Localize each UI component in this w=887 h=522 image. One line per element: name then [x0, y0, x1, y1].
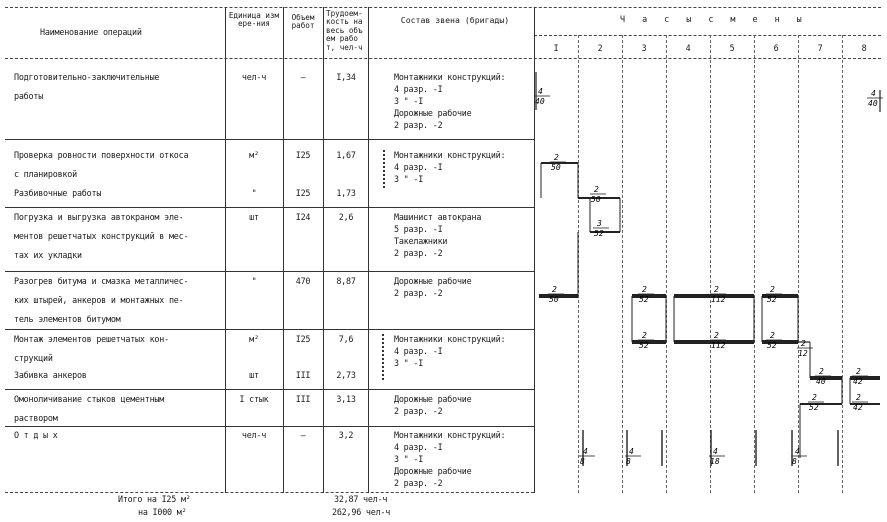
schedule-label-num: 2: [714, 285, 719, 294]
schedule-label-den: 12: [798, 349, 808, 358]
schedule-bar: [632, 340, 666, 344]
row-3-labor: 1,73: [336, 188, 356, 198]
schedule-label-num: 2: [856, 367, 861, 376]
row-2-crew-line: 4 разр. -I: [394, 162, 443, 172]
total-value-1: 32,87 чел-ч: [334, 494, 388, 504]
schedule-label-den: 50: [549, 295, 559, 304]
schedule-label-den: 42: [853, 377, 863, 386]
row-6-operation-line: Монтаж элементов решетчатых кон-: [14, 334, 169, 344]
schedule-bar: [810, 376, 842, 380]
schedule-bar: [800, 403, 842, 405]
row-2-crew-line: Монтажники конструкций:: [394, 150, 506, 160]
row-1-crew-line: Дорожные рабочие: [394, 108, 472, 118]
header-hours-title: Ч а с ы с м е н ы: [620, 14, 808, 24]
schedule-label-num: 2: [770, 285, 775, 294]
row-4-operation-line: Погрузка и выгрузка автокраном эле-: [14, 212, 184, 222]
row-2-crew-line: 3 " -I: [394, 174, 424, 184]
row-4-volume: I24: [295, 212, 311, 222]
schedule-label-den: 112: [711, 341, 726, 350]
header-unit: Единица измере-ния: [228, 11, 280, 29]
header-labor: Трудоем-кость на весь объем работ, чел-ч: [326, 9, 363, 52]
row-5-labor: 8,87: [336, 276, 356, 286]
schedule-label-den: 52: [594, 229, 604, 238]
schedule-label-num: 2: [770, 331, 775, 340]
row-9-crew-line: 2 разр. -2: [394, 478, 443, 488]
schedule-label-num: 2: [552, 285, 557, 294]
schedule-label-den: 52: [767, 295, 777, 304]
schedule-label-num: 2: [642, 331, 647, 340]
total-label-2: на I000 м²: [138, 507, 187, 517]
hour-3-header: 3: [641, 43, 647, 53]
row-4-operation-line: тах их укладки: [14, 250, 82, 260]
row-5-operation-line: тель элементов битумом: [14, 314, 121, 324]
total-value-2: 262,96 чел-ч: [332, 507, 391, 517]
row-9-labor: 3,2: [338, 430, 354, 440]
row-2-labor: 1,67: [336, 150, 356, 160]
row-4-unit: шт: [249, 212, 259, 222]
schedule-bar: [632, 294, 666, 298]
row-2-volume: I25: [295, 150, 311, 160]
row-6-labor: 7,6: [338, 334, 354, 344]
row-1-labor: I,34: [336, 72, 356, 82]
schedule-label-num: 2: [819, 367, 824, 376]
row-1-crew-line: 4 разр. -I: [394, 84, 443, 94]
schedule-label-num: 4: [583, 447, 588, 456]
row-4-crew-line: Машинист автокрана: [394, 212, 482, 222]
row-6-volume: I25: [295, 334, 311, 344]
row-2-operation-line: Проверка ровности поверхности откоса: [14, 150, 189, 160]
schedule-label-den: 52: [767, 341, 777, 350]
schedule-label-num: 2: [554, 153, 559, 162]
row-8-unit: I стык: [239, 394, 269, 404]
hour-5-header: 5: [729, 43, 735, 53]
row-7-unit: шт: [249, 370, 259, 380]
row-9-crew-line: Монтажники конструкций:: [394, 430, 506, 440]
row-9-volume: –: [300, 430, 306, 440]
row-5-crew-line: 2 разр. -2: [394, 288, 443, 298]
row-4-crew-line: Такелажники: [394, 236, 448, 246]
hour-4-header: 4: [685, 43, 691, 53]
row-1-volume: –: [300, 72, 306, 82]
row-8-crew-line: Дорожные рабочие: [394, 394, 472, 404]
row-8-labor: 3,13: [336, 394, 356, 404]
schedule-label-den: 52: [809, 403, 819, 412]
schedule-label-num: 4: [713, 447, 718, 456]
schedule-label-den: 8: [626, 457, 631, 466]
row-3-operation-line: Разбивочные работы: [14, 188, 102, 198]
schedule-label-num: 4: [871, 89, 876, 98]
row-5-volume: 470: [295, 276, 311, 286]
row-1-crew-line: 2 разр. -2: [394, 120, 443, 130]
schedule-label-den: 42: [853, 403, 863, 412]
row-3-volume: I25: [295, 188, 311, 198]
row-9-crew-line: Дорожные рабочие: [394, 466, 472, 476]
row-2-unit: м²: [249, 150, 259, 160]
hour-7-header: 7: [817, 43, 823, 53]
schedule-label-num: 2: [594, 185, 599, 194]
schedule-label-den: 8: [792, 457, 797, 466]
hour-6-header: 6: [773, 43, 779, 53]
row-5-crew-line: Дорожные рабочие: [394, 276, 472, 286]
row-9-crew-line: 3 " -I: [394, 454, 424, 464]
schedule-label-num: 3: [597, 219, 602, 228]
schedule-label-num: 2: [812, 393, 817, 402]
header-operation: Наименование операций: [40, 27, 142, 37]
row-1-crew-line: 3 " -I: [394, 96, 424, 106]
row-5-unit: ": [251, 276, 257, 286]
schedule-label-den: 40: [868, 99, 878, 108]
total-label-1: Итого на I25 м²: [118, 494, 191, 504]
schedule-label-num: 2: [642, 285, 647, 294]
row-8-operation-line: Омоноличивание стыков цементным: [14, 394, 165, 404]
row-4-labor: 2,6: [338, 212, 354, 222]
schedule-label-den: 112: [711, 295, 726, 304]
row-9-operation-line: О т д ы х: [14, 430, 58, 440]
schedule-label-den: 52: [639, 341, 649, 350]
schedule-label-num: 4: [538, 87, 543, 96]
schedule-label-den: 50: [551, 163, 561, 172]
row-5-operation-line: Разогрев битума и смазка металличес-: [14, 276, 189, 286]
row-7-labor: 2,73: [336, 370, 356, 380]
schedule-label-den: 40: [535, 97, 545, 106]
row-6-unit: м²: [249, 334, 259, 344]
schedule-label-den: 8: [580, 457, 585, 466]
hour-8-header: 8: [861, 43, 867, 53]
row-1-unit: чел-ч: [241, 72, 267, 82]
row-6-crew-line: 3 " -I: [394, 358, 424, 368]
header-crew: Состав звена (бригады): [400, 15, 510, 25]
hour-2-header: 2: [597, 43, 603, 53]
schedule-label-den: 40: [816, 377, 826, 386]
schedule-label-num: 4: [795, 447, 800, 456]
header-volume: Объем работ: [291, 13, 315, 31]
row-4-operation-line: ментов решетчатых конструкций в мес-: [14, 231, 189, 241]
row-8-operation-line: раствором: [14, 413, 58, 423]
hour-1-header: I: [553, 43, 559, 53]
row-8-volume: III: [295, 394, 311, 404]
schedule-label-num: 2: [714, 331, 719, 340]
schedule-label-num: 2: [856, 393, 861, 402]
schedule-label-num: 2: [801, 339, 806, 348]
row-6-operation-line: струкций: [14, 353, 53, 363]
row-1-operation-line: Подготовительно-заключительные: [14, 72, 160, 82]
row-1-crew-line: Монтажники конструкций:: [394, 72, 506, 82]
row-2-operation-line: с планировкой: [14, 169, 77, 179]
schedule-label-den: 52: [639, 295, 649, 304]
row-4-crew-line: 5 разр. -I: [394, 224, 443, 234]
row-7-volume: III: [295, 370, 311, 380]
row-1-operation-line: работы: [14, 91, 44, 101]
row-3-unit: ": [251, 188, 257, 198]
row-9-crew-line: 4 разр. -I: [394, 442, 443, 452]
schedule-label-den: 50: [591, 195, 601, 204]
schedule-label-num: 4: [629, 447, 634, 456]
row-5-operation-line: ких штырей, анкеров и монтажных пе-: [14, 295, 184, 305]
row-6-crew-line: Монтажники конструкций:: [394, 334, 506, 344]
schedule-label-den: 18: [710, 457, 720, 466]
row-6-crew-line: 4 разр. -I: [394, 346, 443, 356]
row-8-crew-line: 2 разр. -2: [394, 406, 443, 416]
row-4-crew-line: 2 разр. -2: [394, 248, 443, 258]
row-9-unit: чел-ч: [241, 430, 267, 440]
row-7-operation-line: Забивка анкеров: [14, 370, 87, 380]
